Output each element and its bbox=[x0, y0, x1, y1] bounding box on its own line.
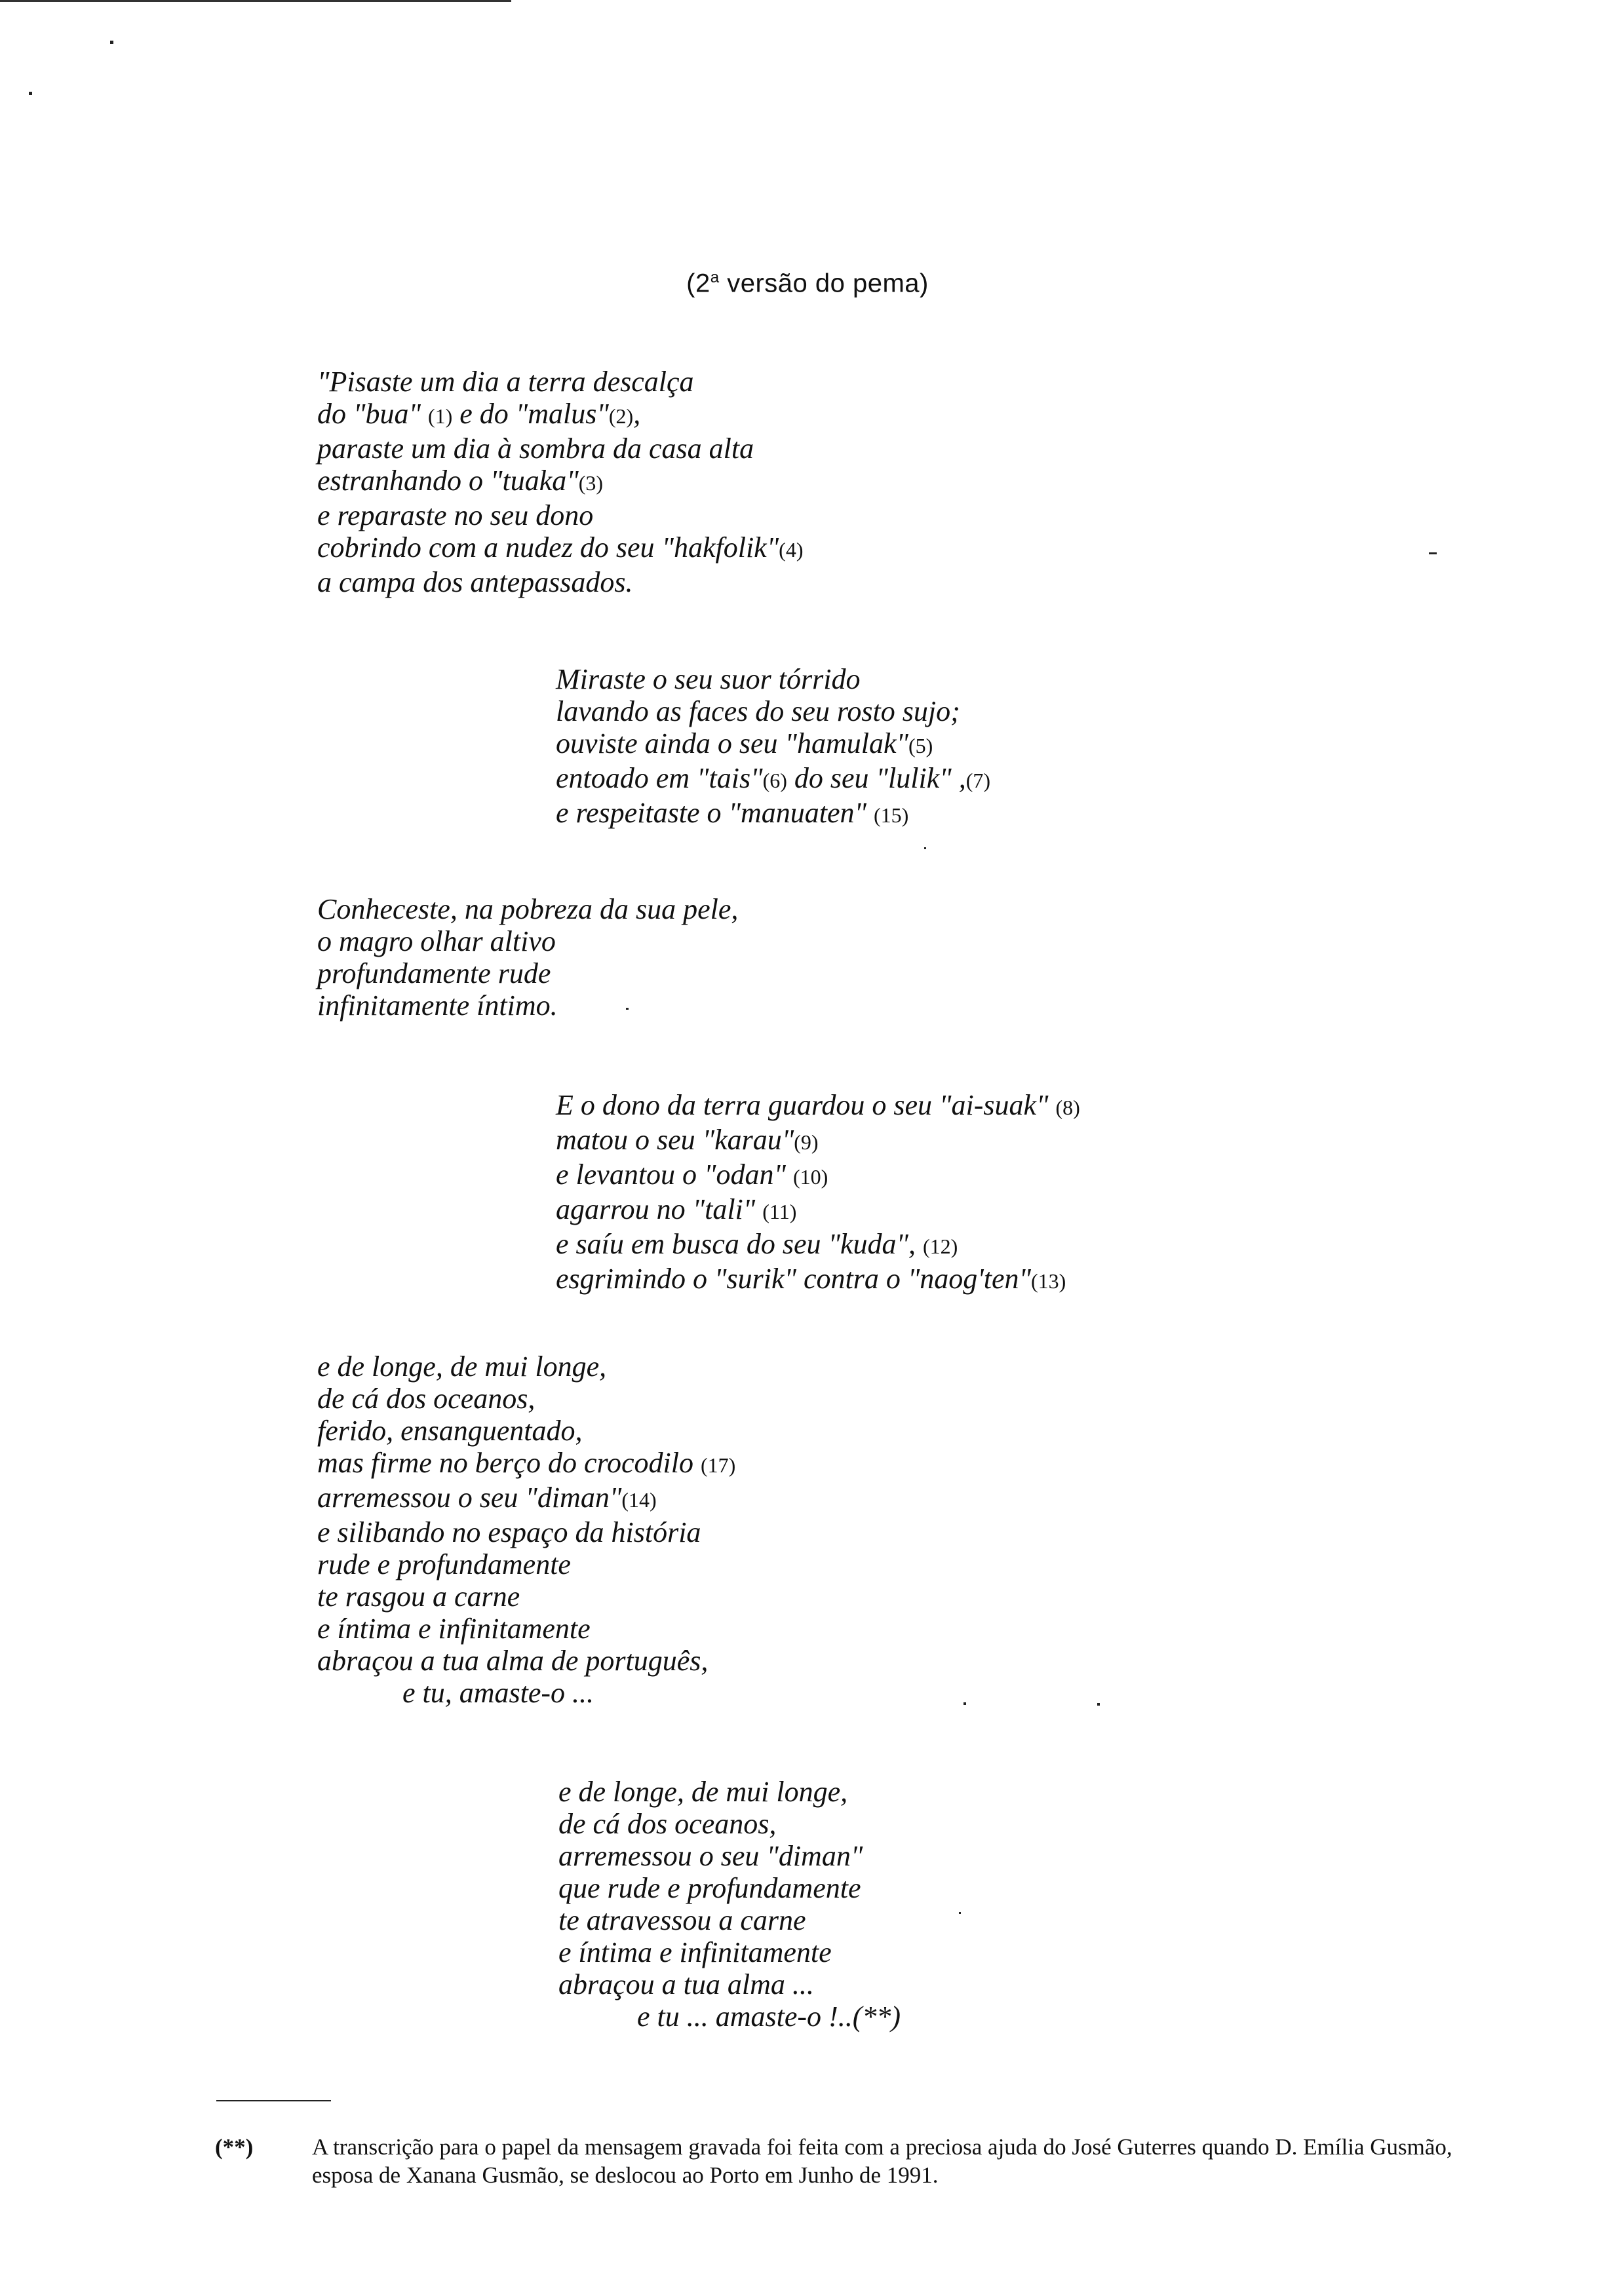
scan-speck bbox=[959, 1912, 961, 1914]
poem-line: profundamente rude bbox=[317, 957, 551, 989]
stanza-4 bbox=[556, 1089, 1080, 1297]
stanza-6 bbox=[558, 1776, 901, 2033]
note-reference: (4) bbox=[779, 538, 804, 562]
poem-line: infinitamente íntimo. bbox=[317, 989, 558, 1022]
poem-line: e íntima e infinitamente bbox=[317, 1613, 591, 1645]
poem-line: o magro olhar altivo bbox=[317, 925, 556, 957]
footnote-text: A transcrição para o papel da mensagem gravada foi feita com a preciosa ajuda do José Guterres quando D. Emília Gusmão, esposa de Xanana Gusmão, se deslocou ao Porto em Junho de 1991. bbox=[312, 2134, 1452, 2188]
stanza-2 bbox=[556, 663, 990, 832]
poem-line: e de longe, de mui longe, bbox=[317, 1350, 607, 1383]
poem-line: abraçou a tua alma ... bbox=[558, 1968, 814, 2000]
poem-line: e silibando no espaço da história bbox=[317, 1516, 701, 1548]
poem-line: do "bua" (1) e do "malus"(2), bbox=[317, 398, 641, 430]
note-reference: (7) bbox=[965, 769, 991, 792]
scan-speck bbox=[1097, 1703, 1100, 1706]
poem-line: a campa dos antepassados. bbox=[317, 566, 633, 598]
poem-line: de cá dos oceanos, bbox=[558, 1808, 777, 1840]
note-reference: (11) bbox=[762, 1200, 797, 1223]
stanza-5 bbox=[317, 1350, 735, 1709]
scan-speck bbox=[29, 92, 32, 95]
poem-line: e de longe, de mui longe, bbox=[558, 1776, 848, 1808]
poem-line: mas firme no berço do crocodilo (17) bbox=[317, 1447, 736, 1479]
poem-line: que rude e profundamente bbox=[558, 1872, 861, 1904]
poem-title bbox=[0, 269, 1615, 298]
poem-line: de cá dos oceanos, bbox=[317, 1383, 535, 1415]
poem-line: e saíu em busca do seu "kuda", (12) bbox=[556, 1228, 958, 1260]
note-reference: (9) bbox=[794, 1130, 819, 1154]
scan-speck bbox=[1429, 552, 1437, 554]
poem-line: e reparaste no seu dono bbox=[317, 499, 594, 531]
stanza-3 bbox=[317, 893, 738, 1022]
poem-line: e tu ... amaste-o !..(**) bbox=[637, 2000, 901, 2033]
note-reference: (3) bbox=[578, 471, 604, 495]
poem-line: "Pisaste um dia a terra descalça bbox=[317, 366, 694, 398]
poem-line: ferido, ensanguentado, bbox=[317, 1415, 583, 1447]
poem-line: agarrou no "tali" (11) bbox=[556, 1193, 797, 1225]
note-reference: (12) bbox=[922, 1234, 958, 1258]
poem-line: e levantou o "odan" (10) bbox=[556, 1158, 828, 1191]
note-reference: (1) bbox=[427, 404, 453, 428]
scan-speck bbox=[924, 847, 926, 849]
note-reference: (5) bbox=[908, 734, 933, 757]
footnote-mark: (**) bbox=[215, 2134, 254, 2160]
poem-line: paraste um dia à sombra da casa alta bbox=[317, 432, 754, 465]
note-reference: (13) bbox=[1030, 1269, 1066, 1293]
stanza-1 bbox=[317, 366, 803, 598]
poem-line: lavando as faces do seu rosto sujo; bbox=[556, 695, 960, 727]
poem-line: te atravessou a carne bbox=[558, 1904, 806, 1936]
poem-line: te rasgou a carne bbox=[317, 1580, 520, 1613]
poem-line: e íntima e infinitamente bbox=[558, 1936, 832, 1968]
poem-line: abraçou a tua alma de português, bbox=[317, 1645, 709, 1677]
note-reference: (17) bbox=[700, 1453, 736, 1477]
poem-line: arremessou o seu "diman"(14) bbox=[317, 1482, 657, 1514]
poem-line: e tu, amaste-o ... bbox=[402, 1677, 594, 1709]
poem-line: ouviste ainda o seu "hamulak"(5) bbox=[556, 727, 933, 759]
note-reference: (6) bbox=[762, 769, 787, 792]
poem-line: cobrindo com a nudez do seu "hakfolik"(4) bbox=[317, 531, 804, 564]
scan-speck bbox=[110, 41, 113, 44]
poem-line: arremessou o seu "diman" bbox=[558, 1840, 863, 1872]
poem-line: rude e profundamente bbox=[317, 1548, 571, 1580]
note-reference: (2) bbox=[608, 404, 634, 428]
poem-line: entoado em "tais"(6) do seu "lulik" ,(7) bbox=[556, 762, 991, 794]
scan-edge-rule bbox=[0, 0, 511, 2]
poem-line: Miraste o seu suor tórrido bbox=[556, 663, 861, 695]
poem-line: matou o seu "karau"(9) bbox=[556, 1124, 819, 1156]
note-reference: (10) bbox=[793, 1165, 828, 1189]
title-rest: versão do pema) bbox=[719, 269, 929, 298]
poem-line: e respeitaste o "manuaten" (15) bbox=[556, 797, 909, 829]
note-reference: (14) bbox=[621, 1488, 657, 1512]
note-reference: (8) bbox=[1055, 1096, 1080, 1119]
poem-line: estranhando o "tuaka"(3) bbox=[317, 465, 604, 497]
scan-speck bbox=[963, 1702, 966, 1705]
poem-line: Conheceste, na pobreza da sua pele, bbox=[317, 893, 739, 925]
note-reference: (15) bbox=[874, 803, 909, 827]
poem-line: esgrimindo o "surik" contra o "naog'ten"(13) bbox=[556, 1263, 1066, 1295]
footnote-separator bbox=[216, 2100, 331, 2101]
poem-line: E o dono da terra guardou o seu "ai-suak" (8) bbox=[556, 1089, 1080, 1121]
title-ordinal: a bbox=[710, 269, 720, 286]
title-prefix: (2 bbox=[686, 269, 710, 298]
